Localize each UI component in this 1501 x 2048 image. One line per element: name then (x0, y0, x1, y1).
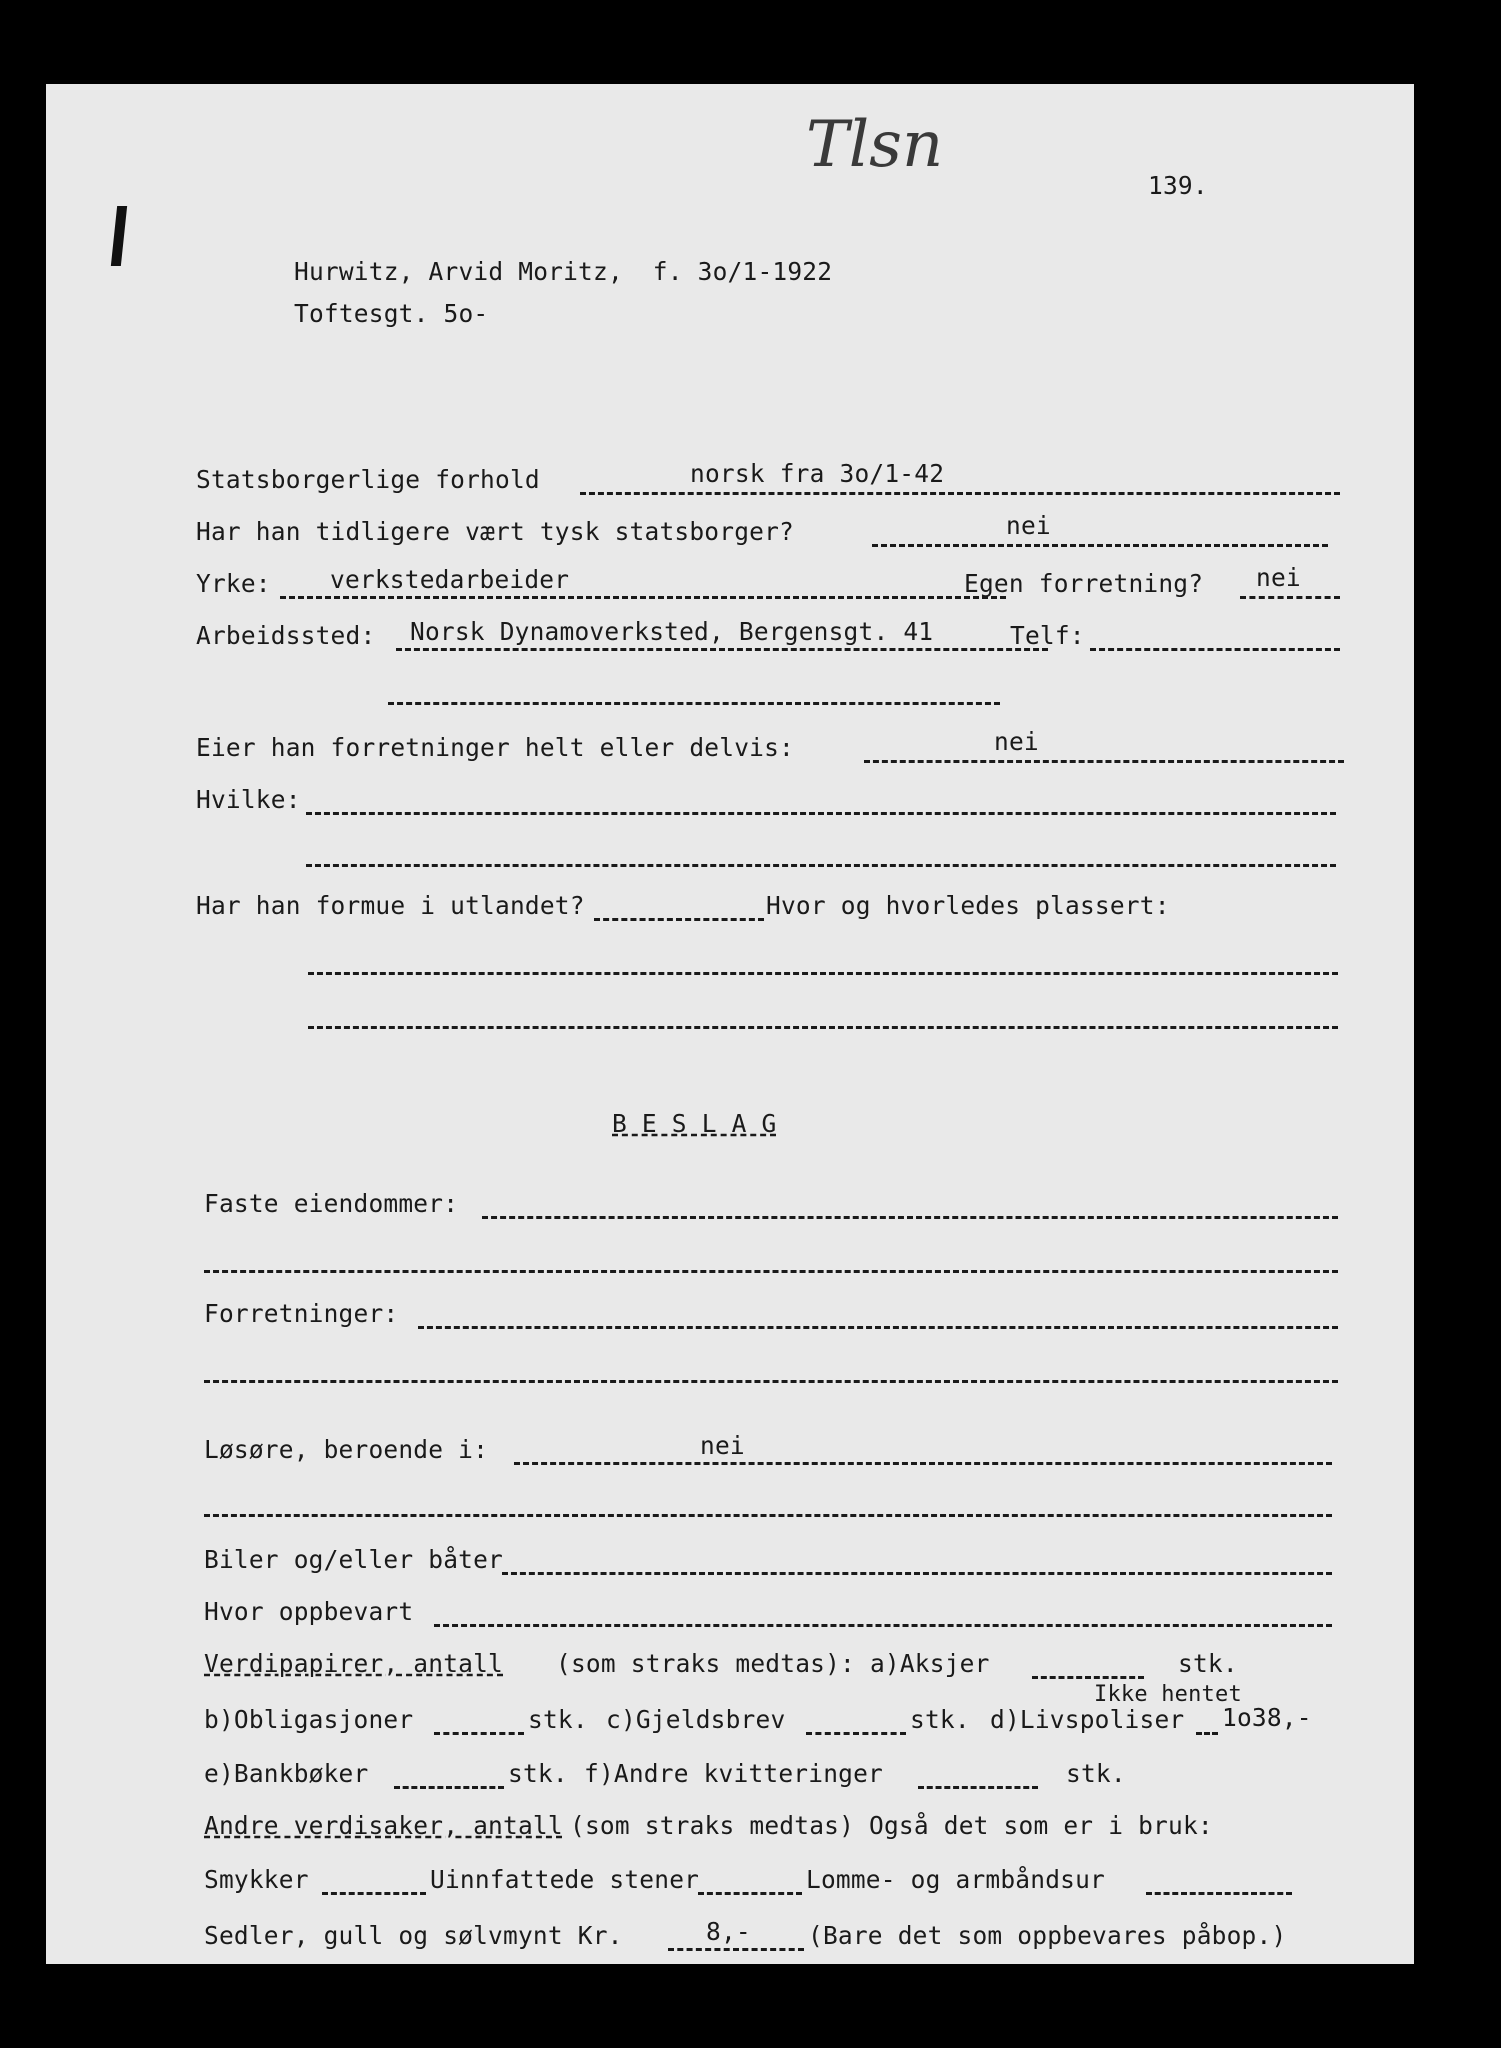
formue-label: Har han formue i utlandet? (196, 891, 585, 920)
blank-line (594, 918, 764, 921)
blank-line (1240, 596, 1340, 599)
blank-line (864, 760, 1344, 763)
sedler-note: (Bare det som oppbevares påbop.) (808, 1921, 1287, 1950)
andre-verdisaker-note: (som straks medtas) Også det som er i bruk: (570, 1811, 1213, 1840)
losore-value: nei (700, 1431, 745, 1460)
blank-line (306, 864, 1336, 867)
biler-label: Biler og/eller båter (204, 1545, 504, 1574)
blank-line (204, 1270, 1338, 1273)
yrke-label: Yrke: (196, 569, 271, 598)
blank-line (514, 1462, 1332, 1465)
blank-line (418, 1326, 1338, 1329)
blank-line (1196, 1732, 1218, 1735)
telf-label: Telf: (1010, 621, 1085, 650)
blank-line (1146, 1892, 1292, 1895)
blank-line (668, 1948, 804, 1951)
blank-line (204, 1514, 1332, 1517)
blank-line (1090, 648, 1340, 651)
page-number: 139. (1148, 171, 1208, 200)
sedler-label: Sedler, gull og sølvmynt Kr. (204, 1921, 623, 1950)
sedler-value: 8,- (706, 1917, 751, 1946)
andre-kvitteringer-label: f)Andre kvitteringer (584, 1759, 884, 1788)
blank-line (698, 1892, 802, 1895)
verdipapirer-label: Verdipapirer, antall (204, 1649, 504, 1678)
stk-bankboker: stk. (508, 1759, 568, 1788)
stk-obligasjoner: stk. (528, 1705, 588, 1734)
obligasjoner-label: b)Obligasjoner (204, 1705, 414, 1734)
livspoliser-value: 1o38,- (1222, 1703, 1312, 1732)
bankboker-label: e)Bankbøker (204, 1759, 369, 1788)
blank-line (204, 1380, 1338, 1383)
blank-line (580, 492, 1340, 495)
blank-line (1032, 1676, 1144, 1679)
lomme-label: Lomme- og armbåndsur (806, 1865, 1106, 1894)
blank-line (434, 1624, 1332, 1627)
livspoliser-label: d)Livspoliser (990, 1705, 1185, 1734)
document-page (46, 84, 1414, 1964)
gjeldsbrev-label: c)Gjeldsbrev (606, 1705, 786, 1734)
blank-line (280, 596, 1006, 599)
blank-line (308, 972, 1338, 975)
egen-label: Egen forretning? (964, 569, 1204, 598)
stk-gjeldsbrev: stk. (910, 1705, 970, 1734)
verdipapirer-note: (som straks medtas): a)Aksjer (556, 1649, 990, 1678)
address-line: Toftesgt. 5o- (294, 299, 489, 328)
beslag-heading: B E S L A G (612, 1109, 777, 1138)
ink-mark (111, 206, 127, 266)
blank-line (322, 1892, 426, 1895)
stk-kvitteringer: stk. (1066, 1759, 1126, 1788)
blank-line (396, 648, 1048, 651)
uinnfattede-label: Uinnfattede stener (430, 1865, 700, 1894)
hvor-label: Hvor og hvorledes plassert: (766, 891, 1170, 920)
blank-line (918, 1786, 1038, 1789)
blank-line (388, 702, 1000, 705)
arbeidssted-value: Norsk Dynamoverksted, Bergensgt. 41 (410, 617, 934, 646)
eier-label: Eier han forretninger helt eller delvis: (196, 733, 795, 762)
andre-verdisaker-label: Andre verdisaker, antall (204, 1811, 563, 1840)
statsborger-value: norsk fra 3o/1-42 (690, 459, 945, 488)
arbeidssted-label: Arbeidssted: (196, 621, 376, 650)
hvilke-label: Hvilke: (196, 785, 301, 814)
blank-line (872, 544, 1328, 547)
handwritten-note: Tlsn (806, 108, 944, 182)
tysk-label: Har han tidligere vært tysk statsborger? (196, 517, 795, 546)
blank-line (394, 1786, 504, 1789)
smykker-label: Smykker (204, 1865, 309, 1894)
yrke-value: verkstedarbeider (330, 565, 570, 594)
statsborger-label: Statsborgerlige forhold (196, 465, 540, 494)
forretninger-label: Forretninger: (204, 1299, 399, 1328)
blank-line (434, 1732, 524, 1735)
ikke-hentet-note: Ikke hentet (1094, 1682, 1242, 1707)
faste-label: Faste eiendommer: (204, 1189, 459, 1218)
losore-label: Løsøre, beroende i: (204, 1435, 489, 1464)
blank-line (482, 1216, 1338, 1219)
hvor-oppbevart-label: Hvor oppbevart (204, 1597, 414, 1626)
name-line: Hurwitz, Arvid Moritz, f. 3o/1-1922 (294, 257, 833, 286)
eier-value: nei (994, 727, 1039, 756)
stk-aksjer: stk. (1178, 1649, 1238, 1678)
blank-line (806, 1732, 906, 1735)
blank-line (502, 1572, 1332, 1575)
blank-line (308, 1026, 1338, 1029)
blank-line (306, 812, 1336, 815)
tysk-value: nei (1006, 511, 1051, 540)
egen-value: nei (1256, 563, 1301, 592)
